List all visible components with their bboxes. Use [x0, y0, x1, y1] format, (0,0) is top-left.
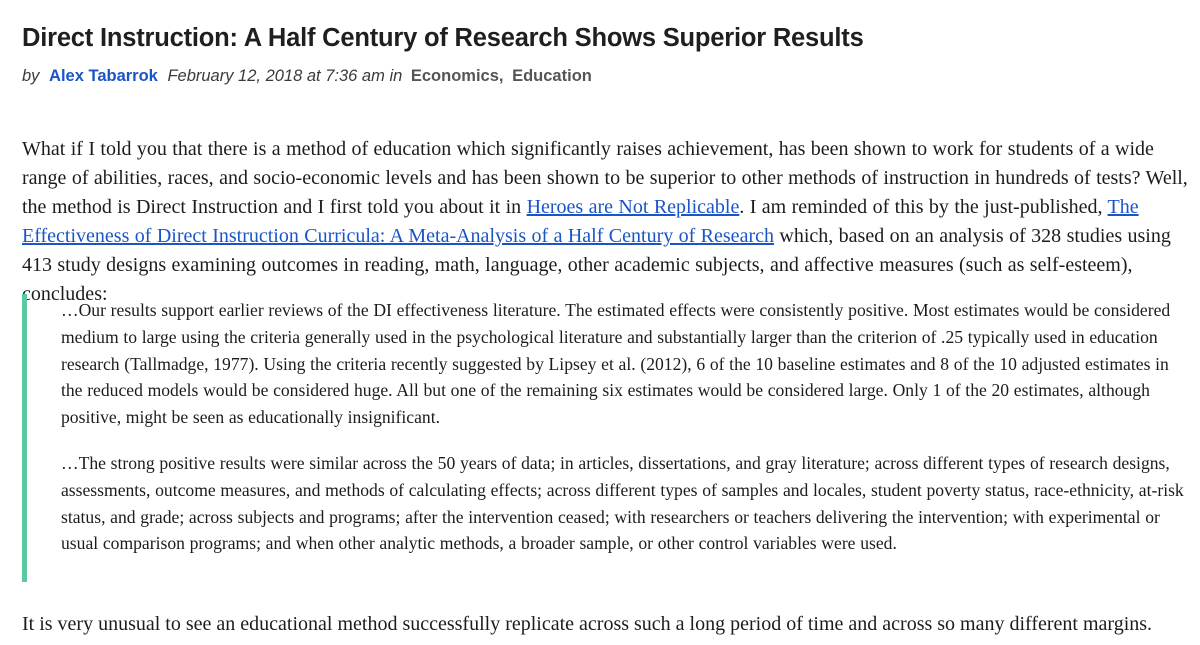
quote-paragraph-2: …The strong positive results were similar across the 50 years of data; in articles, dissertations, and gray literature; across different types of research designs, assessments, outcome measures, and methods of calculating effects; across different types of samples and locales, student poverty status, race-ethnicity, at-risk status, and grade; across subjects and programs; after the intervention ceased; with researchers or teachers delivering the intervention; with experimental or usual comparison programs; and when other analytic methods, a broader sample, or other control variables were used. — [61, 453, 1184, 554]
category-link-economics[interactable]: Economics — [410, 67, 499, 85]
category-link-education[interactable]: Education — [512, 67, 592, 85]
category-prefix: in — [389, 67, 403, 85]
intro-text-a: What if I told you that there is a method of education which significantly raises achievement, has been shown to work for students of a wide range of abilities, races, and socio-economic levels and has been shown to be superior to other methods of instruction in hundreds of tests? Well, the method is Direct Instruction and I first told you about it in — [22, 138, 1188, 218]
category-separator: , — [498, 67, 504, 85]
post-meta — [22, 67, 592, 86]
post-title: Direct Instruction: A Half Century of Research Shows Superior Results — [22, 24, 864, 52]
closing-paragraph: It is very unusual to see an educational method successfully replicate across such a long period of time and across so many different margins. — [22, 613, 1153, 635]
intro-text-c: which, based on an analysis of 328 studies using 413 study designs examining outcomes in reading, math, language, other academic subjects, and affective measures (such as self-esteem), concludes: — [22, 225, 1171, 305]
meta-analysis-link[interactable]: The Effectiveness of Direct Instruction Curricula: A Meta-Analysis of a Half Century of Research — [22, 196, 1139, 247]
byline-prefix: by — [22, 67, 40, 85]
author-link[interactable]: Alex Tabarrok — [49, 67, 158, 85]
intro-text-b: . I am reminded of this by the just-published, — [739, 196, 1108, 218]
intro-paragraph — [22, 135, 1192, 309]
heroes-not-replicable-link[interactable]: Heroes are Not Replicable — [526, 196, 740, 218]
post-date: February 12, 2018 at 7:36 am — [167, 67, 385, 85]
quote-paragraph-1: …Our results support earlier reviews of the DI effectiveness literature. The estimated effects were consistently positive. Most estimates would be considered medium to large using the criteria generally used in the psychological literature and substantially larger than the criterion of .25 typically used in education research (Tallmadge, 1977). Using the criteria recently suggested by Lipsey et al. (2012), 6 of the 10 baseline estimates and 8 of the 10 adjusted estimates in the reduced models would be considered huge. All but one of the remaining six estimates would be considered large. Only 1 of the 20 estimates, although positive, might be seen as educationally insignificant. — [61, 300, 1171, 428]
research-blockquote — [22, 294, 1197, 582]
